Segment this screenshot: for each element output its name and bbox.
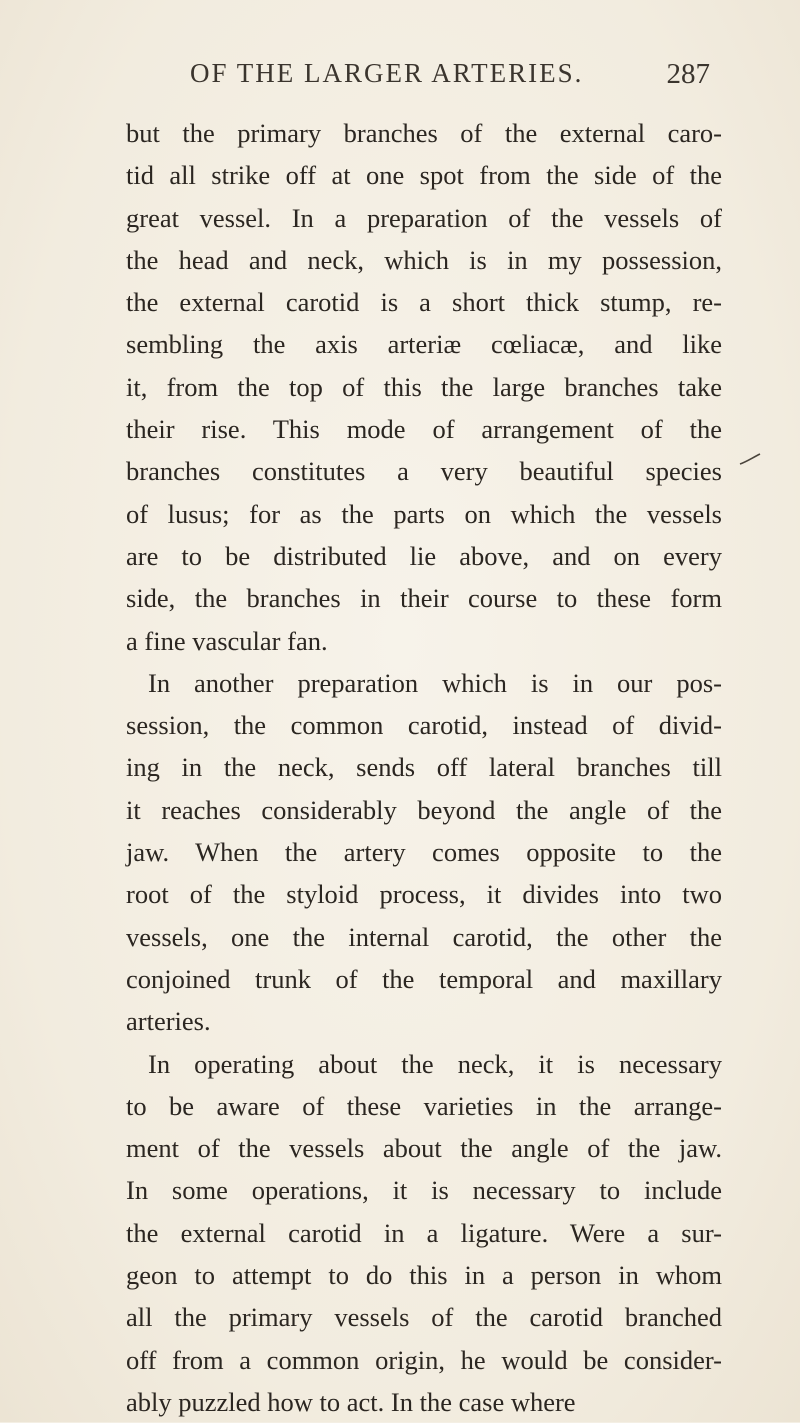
paragraph-start-line: In another preparation which is in our pos- bbox=[148, 667, 722, 698]
running-head bbox=[100, 58, 740, 98]
text-line: all the primary vessels of the carotid branched bbox=[126, 1302, 722, 1333]
text-line: of lusus; for as the parts on which the vessels bbox=[126, 498, 722, 529]
body-text bbox=[126, 112, 722, 1423]
text-line: the external carotid is a short thick stump, re- bbox=[126, 287, 722, 318]
text-line: branches constitutes a very beautiful species bbox=[126, 456, 722, 487]
text-line: jaw. When the artery comes opposite to the bbox=[126, 837, 722, 868]
text-line: tid all strike off at one spot from the side of the bbox=[126, 160, 722, 191]
text-line: root of the styloid process, it divides into two bbox=[126, 879, 722, 910]
text-line: the head and neck, which is in my possession, bbox=[126, 244, 722, 275]
text-line: sembling the axis arteriæ cœliacæ, and like bbox=[126, 329, 722, 360]
paragraph-start-line: In operating about the neck, it is necessary bbox=[148, 1048, 722, 1079]
text-line: side, the branches in their course to these form bbox=[126, 583, 722, 614]
ink-mark-icon bbox=[738, 452, 762, 468]
text-line: ably puzzled how to act. In the case where bbox=[126, 1386, 576, 1417]
text-line: but the primary branches of the external caro- bbox=[126, 118, 722, 148]
text-line: conjoined trunk of the temporal and maxillary bbox=[126, 963, 722, 994]
text-line: are to be distributed lie above, and on every bbox=[126, 540, 722, 571]
text-line: great vessel. In a preparation of the vessels of bbox=[126, 202, 722, 233]
text-line: it reaches considerably beyond the angle of the bbox=[126, 794, 722, 825]
text-line: their rise. This mode of arrangement of the bbox=[126, 414, 722, 445]
text-line: a fine vascular fan. bbox=[126, 625, 328, 656]
text-line: it, from the top of this the large branches take bbox=[126, 371, 722, 402]
text-line: In some operations, it is necessary to include bbox=[126, 1175, 722, 1206]
running-title: OF THE LARGER ARTERIES. bbox=[190, 58, 584, 88]
text-line: arteries. bbox=[126, 1006, 211, 1037]
text-line: to be aware of these varieties in the arrange- bbox=[126, 1090, 722, 1121]
text-line: the external carotid in a ligature. Were a sur- bbox=[126, 1217, 722, 1248]
text-line: vessels, one the internal carotid, the other the bbox=[126, 921, 722, 952]
text-line: geon to attempt to do this in a person in whom bbox=[126, 1260, 722, 1291]
text-line: ment of the vessels about the angle of the jaw. bbox=[126, 1133, 722, 1164]
text-line: off from a common origin, he would be consider- bbox=[126, 1344, 722, 1375]
page-number: 287 bbox=[666, 58, 710, 90]
text-line: session, the common carotid, instead of divid- bbox=[126, 710, 722, 741]
text-line: ing in the neck, sends off lateral branches till bbox=[126, 752, 722, 783]
